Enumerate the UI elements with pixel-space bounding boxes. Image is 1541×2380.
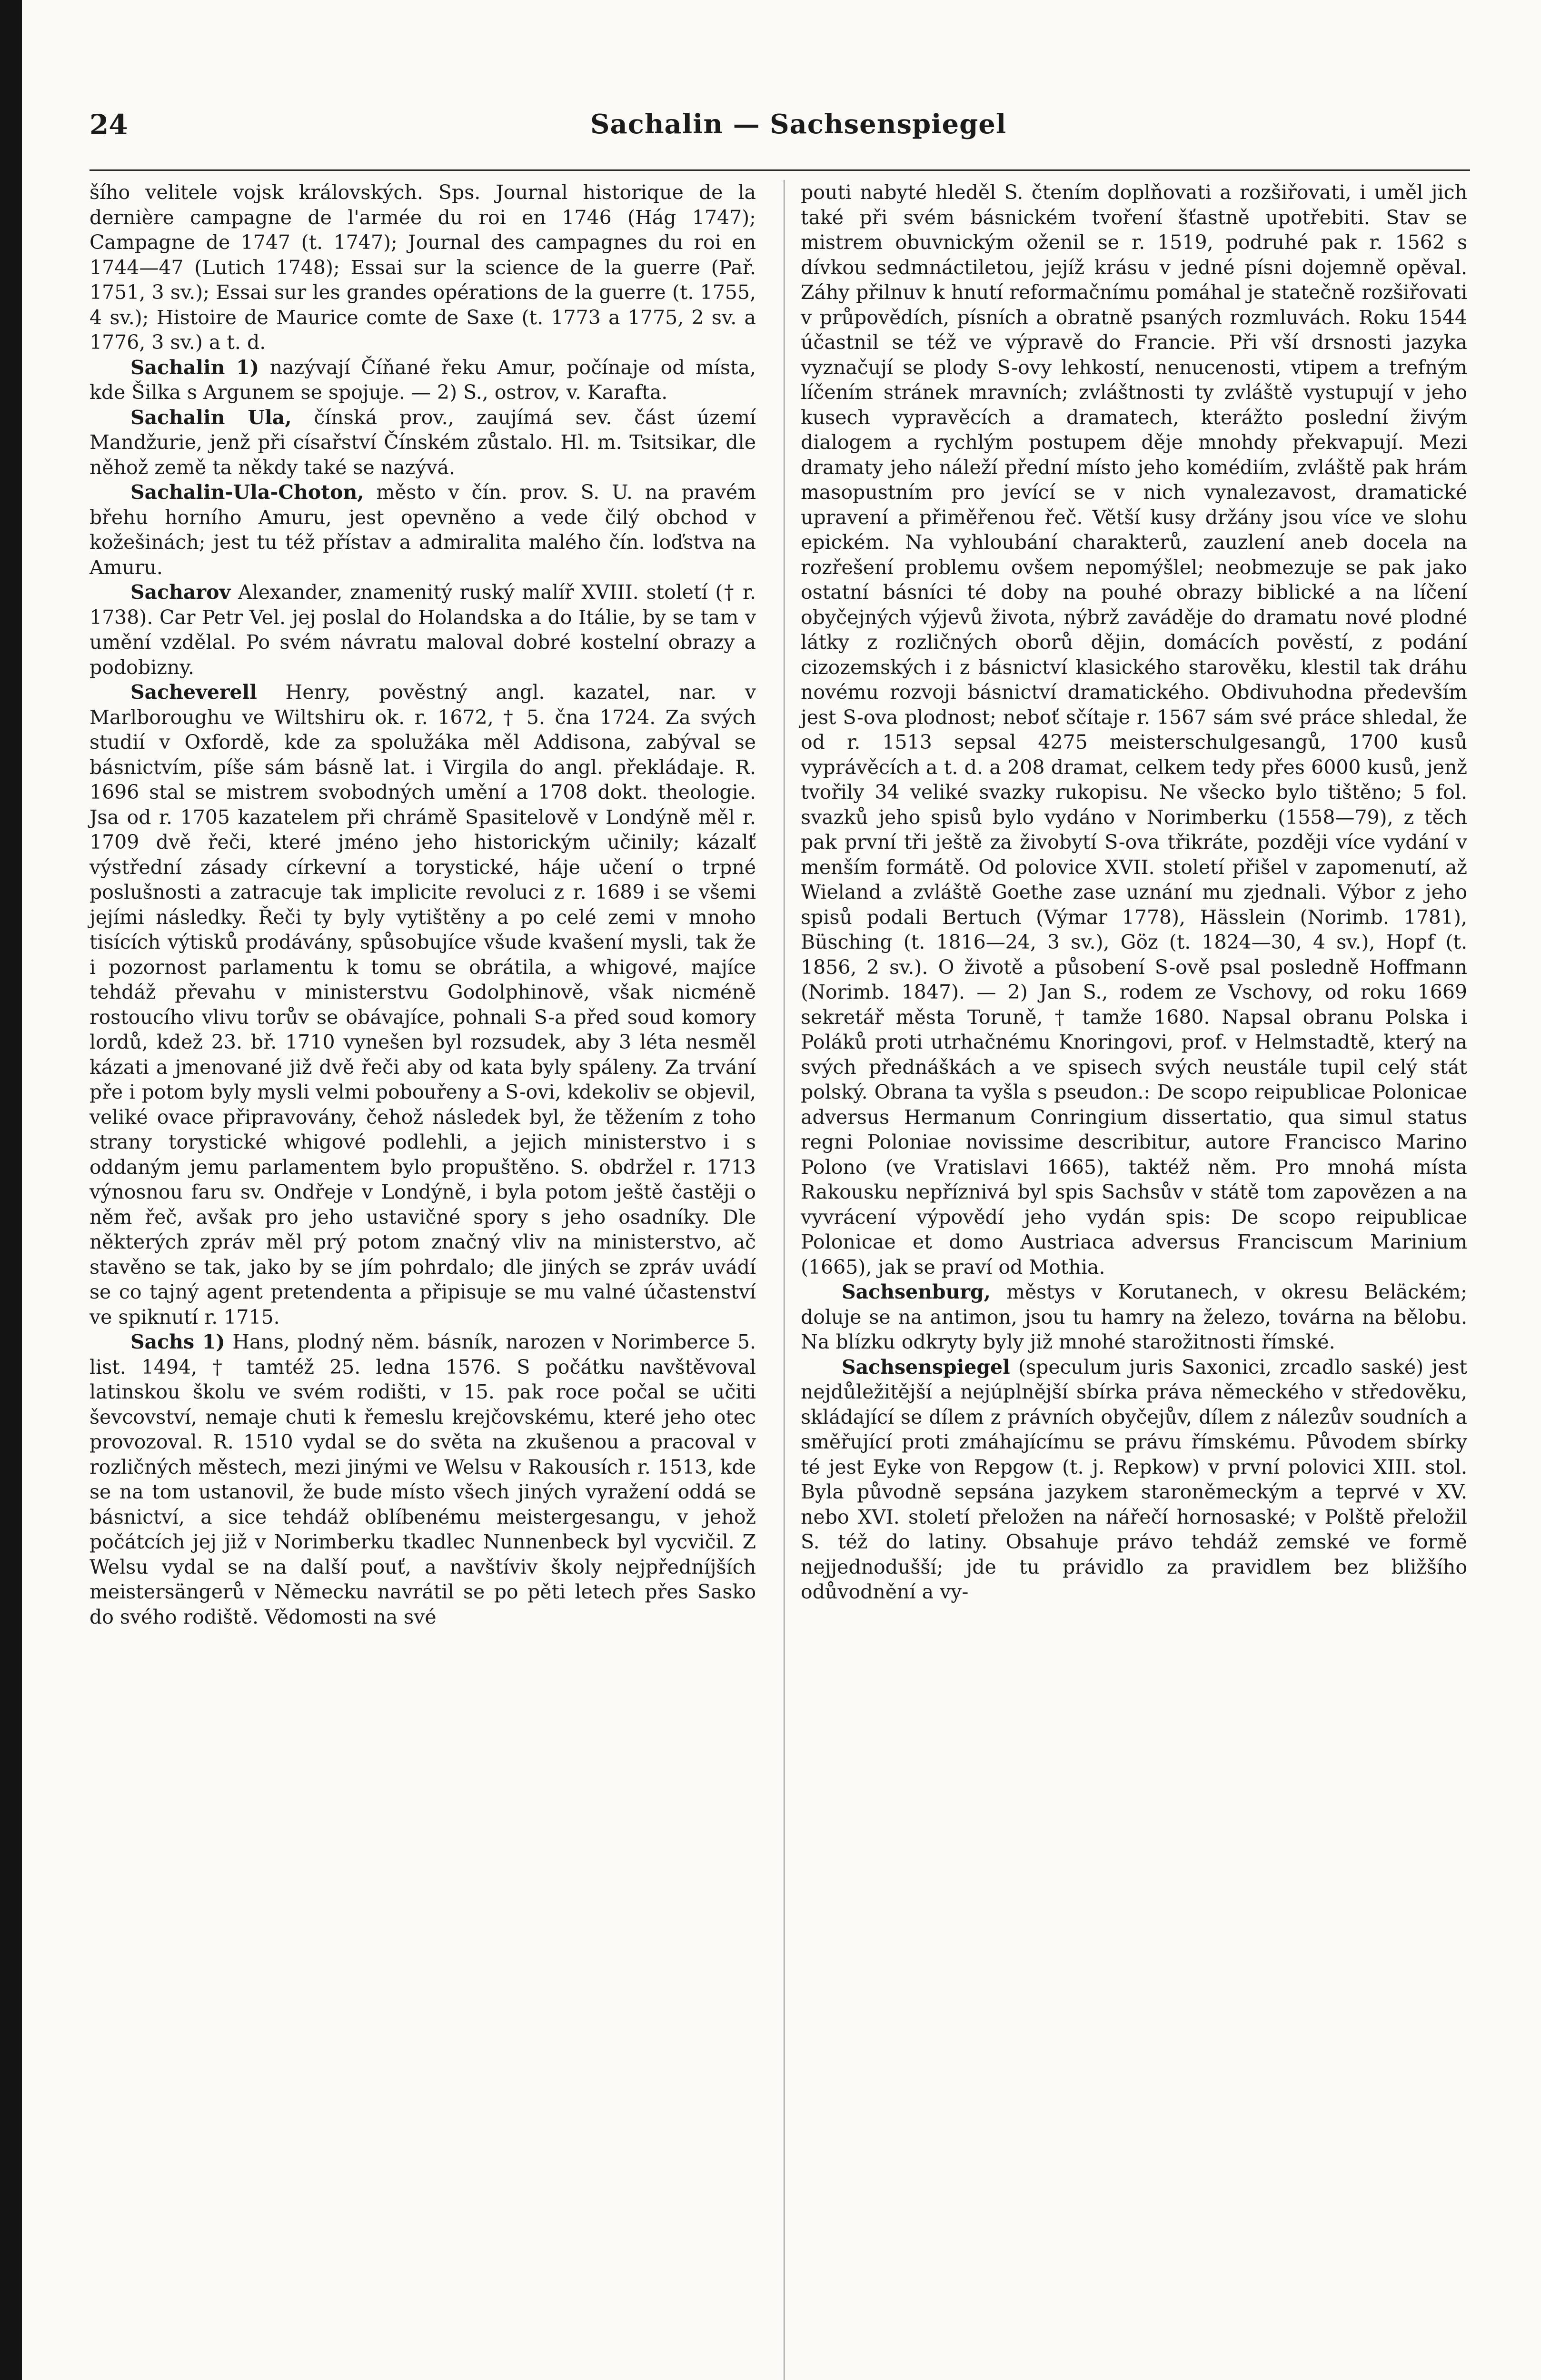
entry-sachalin: Sachalin 1) nazývají Číňané řeku Amur, počínaje od místa, kde Šilka s Argunem se spojuje. — 2) S., ostrov, v. Karafta. [89,356,756,404]
entry-headword: Sachs 1) [130,1330,225,1353]
scan-edge [0,0,22,2380]
entry-sachs: Sachs 1) Hans, plodný něm. básník, narozen v Norimberce 5. list. 1494, † tamtéž 25. ledna 1576. S počátku navštěvoval latinskou školu ve svém rodišti, v 15. pak roce počal se učiti ševcovství, nemaje chuti k řemeslu krejčovskému, které jeho otec provozoval. R. 1510 vydal se do světa na zkušenou a pracoval v rozličných městech, mezi jinými ve Welsu v Rakousích r. 1513, kde se na tom ustanovil, že bude místo všech jiných vyražení oddá se básnictví, a sice tehdáž oblíbenému meistergesangu, v jehož počátcích jej již v Norimberku tkadlec Nunnenbeck byl vycvičil. Z Welsu vydal se na další pouť, a navštíviv školy nejpředníjších meistersängerů v Německu navrátil se po pěti letech přes Sasko do svého rodiště. Vědomosti na své [89,1330,756,1628]
entry-headword: Sachalin 1) [130,356,259,379]
left-column [89,180,756,1629]
entry-continuation: šího velitele vojsk královských. Sps. Journal historique de la dernière campagne de l'armée du roi en 1746 (Hág 1747); Campagne de 1747 (t. 1747); Journal des campagnes du roi en 1744—47 (Lutich 1748); Essai sur la science de la guerre (Pař. 1751, 3 sv.); Essai sur les grandes opérations de la guerre (t. 1755, 4 sv.); Histoire de Maurice comte de Saxe (t. 1773 a 1775, 2 sv. a 1776, 3 sv.) a t. d. [89,181,756,354]
entry-sacheverell: Sacheverell Henry, pověstný angl. kazatel, nar. v Marlboroughu ve Wiltshiru ok. r. 1672, † 5. čna 1724. Za svých studií v Oxfordě, kde za spolužáka měl Addisona, zabýval se básnictvím, píše sám básně lat. i Virgila do angl. překládaje. R. 1696 stal se mistrem svobodných umění a 1708 dokt. theologie. Jsa od r. 1705 kazatelem při chrámě Spasitelově v Londýně měl r. 1709 dvě řeči, které jméno jeho historickým učinily; kázalť výstřední zásady církevní a torystické, háje učení o trpné poslušnosti a zatracuje tak implicite revoluci z r. 1689 i se všemi jejími následky. Řeči ty byly vytištěny a po celé zemi v mnoho tisících výtisků prodávány, spůsobujíce všude kvašení mysli, tak že i pozornost parlamentu k tomu se obrátila, a whigové, majíce tehdáž převahu v ministerstvu Godolphinově, však nicméně rostoucího vlivu torův se obávajíce, pohnali S-a před soud komory lordů, kdež 23. bř. 1710 vynešen byl rozsudek, aby 3 léta nesměl kázati a jmenované již dvě řeči aby od kata byly spáleny. Za trvání pře i potom byly mysli velmi pobouřeny a S-ovi, kdekoliv se objevil, veliké ovace připravovány, čehož následek byl, že těžením z toho strany torystické whigové podlehli, a jejich ministerstvo i s oddaným jemu parlamentem bylo propuštěno. S. obdržel r. 1713 výnosnou faru sv. Ondřeje v Londýně, i byla potom ještě častěji o něm řeč, avšak pro jeho ustavičné spory s jeho osadníky. Dle některých zpráv měl prý potom značný vliv na ministerstvo, ač stavěno se tak, jako by se jím pohrdalo; dle jiných se zpráv uvádí se co tajný agent pretendenta a připisuje se mu valné účastenství ve spiknutí r. 1715. [89,681,756,1329]
running-head: Sachalin — Sachsenspiegel [590,109,1007,140]
entry-sacharov: Sacharov Alexander, znamenitý ruský malíř XVIII. století († r. 1738). Car Petr Vel. jej poslal do Holandska a do Itálie, by se tam v umění vzdělal. Po svém návratu maloval dobré kostelní obrazy a podobizny. [89,581,756,679]
right-column [801,180,1467,1605]
entry-sachsenburg: Sachsenburg, městys v Korutanech, v okresu Beläckém; doluje se na antimon, jsou tu hamry na železo, továrna na bělobu. Na blízku odkryty byly již mnohé starožitnosti římské. [801,1280,1467,1353]
header-rule [89,169,1470,171]
entry-sachalin-ula: Sachalin Ula, čínská prov., zaujímá sev. část území Mandžurie, jenž při císařství Čínském zůstalo. Hl. m. Tsitsikar, dle něhož země ta někdy také se nazývá. [89,406,756,479]
entry-sachs-continuation: pouti nabyté hleděl S. čtením doplňovati a rozšiřovati, i uměl jich také při svém básnickém tvoření šťastně upotřebiti. Stav se mistrem obuvnickým oženil se r. 1519, podruhé pak r. 1562 s dívkou sedmnáctiletou, jejíž krásu v jedné písni dojemně opěval. Záhy přilnuv k hnutí reformačnímu pomáhal je statečně rozšiřovati v průpovědích, písních a obratně psaných rozmluvách. Roku 1544 účastnil se též ve výpravě do Francie. Při vší drsnosti jazyka vyznačují se plody S-ovy lehkostí, nenucenosti, vtipem a trefným líčením stránek mravních; zvláštnosti ty zvláště vystupují v jeho kusech vypravěcích a dramatech, kterážto poslední živým dialogem a rychlým postupem děje mnohdy překvapují. Mezi dramaty jeho náleží přední místo jeho komédiím, zvláště pak hrám masopustním pro jevící se v nich vynalezavost, dramatické upravení a přiměřenou řeč. Větší kusy držány jsou více ve slohu epickém. Na vyhloubání charakterů, zauzlení aneb docela na rozřešení problemu ovšem nepomýšlel; neobmezuje se pak jako ostatní básníci té doby na pouhé obrazy biblické a na líčení obyčejných výjevů života, nýbrž zaváděje do dramatu nové plodné látky z rozličných oborů dějin, domácích pověstí, z podání cizozemských i z básnictví klasického starověku, klestil tak dráhu novému rozvoji básnictví dramatického. Obdivuhodna především jest S-ova plodnost; neboť sčítaje r. 1567 sám své práce shledal, že od r. 1513 sepsal 4275 meisterschulgesangů, 1700 kusů vyprávěcích a t. d. a 208 dramat, celkem tedy přes 6000 kusů, jenž tvořily 34 veliké svazky rukopisu. Ne všecko bylo tištěno; 5 fol. svazků jeho spisů bylo vydáno v Norimberku (1558—79), z těch pak první tři ještě za živobytí S-ova třikráte, později více vydání v menším formátě. Od polovice XVII. století přišel v zapomenutí, až Wieland a zvláště Goethe zase uznání mu zjednali. Výbor z jeho spisů podali Bertuch (Výmar 1778), Hässlein (Norimb. 1781), Büsching (t. 1816—24, 3 sv.), Göz (t. 1824—30, 4 sv.), Hopf (t. 1856, 2 sv.). O životě a působení S-ově psal posledně Hoffmann (Norimb. 1847). — 2) Jan S., rodem ze Vschovy, od roku 1669 sekretář města Toruně, † tamže 1680. Napsal obranu Polska i Poláků proti utrhačnému Knoringovi, prof. v Helmstadtě, který na svých přednáškách a ve spisech svých neustále tupil celý stát polský. Obrana ta vyšla s pseudon.: De scopo reipublicae Polonicae adversus Hermanum Conringium dissertatio, qua simul status regni Poloniae novissime describitur, autore Francisco Marino Polono (ve Vratislavi 1665), taktéž něm. Pro mnohá místa Rakousku nepříznivá byl spis Sachsův v státě tom zapovězen a na vyvrácení výpovědí jeho vydán spis: De scopo reipublicae Polonicae et domo Austriaca adversus Franciscum Marinium (1665), jak se praví od Mothia. [801,181,1467,1279]
column-divider [784,180,785,2380]
entry-headword: Sachsenspiegel [842,1355,1010,1378]
entry-headword: Sachalin-Ula-Choton, [130,481,364,504]
entry-headword: Sachalin Ula, [130,406,292,429]
entry-headword: Sacharov [130,581,231,604]
page-number: 24 [89,109,128,141]
entry-headword: Sachsenburg, [842,1280,991,1303]
entry-headword: Sacheverell [130,681,257,704]
entry-sachalin-ula-choton: Sachalin-Ula-Choton, město v čín. prov. S. U. na pravém břehu horního Amuru, jest opevněno a vede čilý obchod v kožešinách; jest tu též přístav a admiralita malého čín. loďstva na Amuru. [89,481,756,579]
entry-sachsenspiegel: Sachsenspiegel (speculum juris Saxonici, zrcadlo saské) jest nejdůležitější a nejúplnější sbírka práva německého v středověku, skládající se dílem z právních obyčejův, dílem z nálezův soudních a směřující proti zmáhajícímu se právu římskému. Původem sbírky té jest Eyke von Repgow (t. j. Repkow) v první polovici XIII. stol. Byla původně sepsána jazykem staroněmeckým a teprvé v XV. nebo XVI. století přeložen na nářečí hornosaské; v Polště přeložil S. též do latiny. Obsahuje právo tehdáž zemské ve formě nejjednodušší; jde tu právidlo za pravidlem bez bližšího odůvodnění a vy- [801,1355,1467,1603]
